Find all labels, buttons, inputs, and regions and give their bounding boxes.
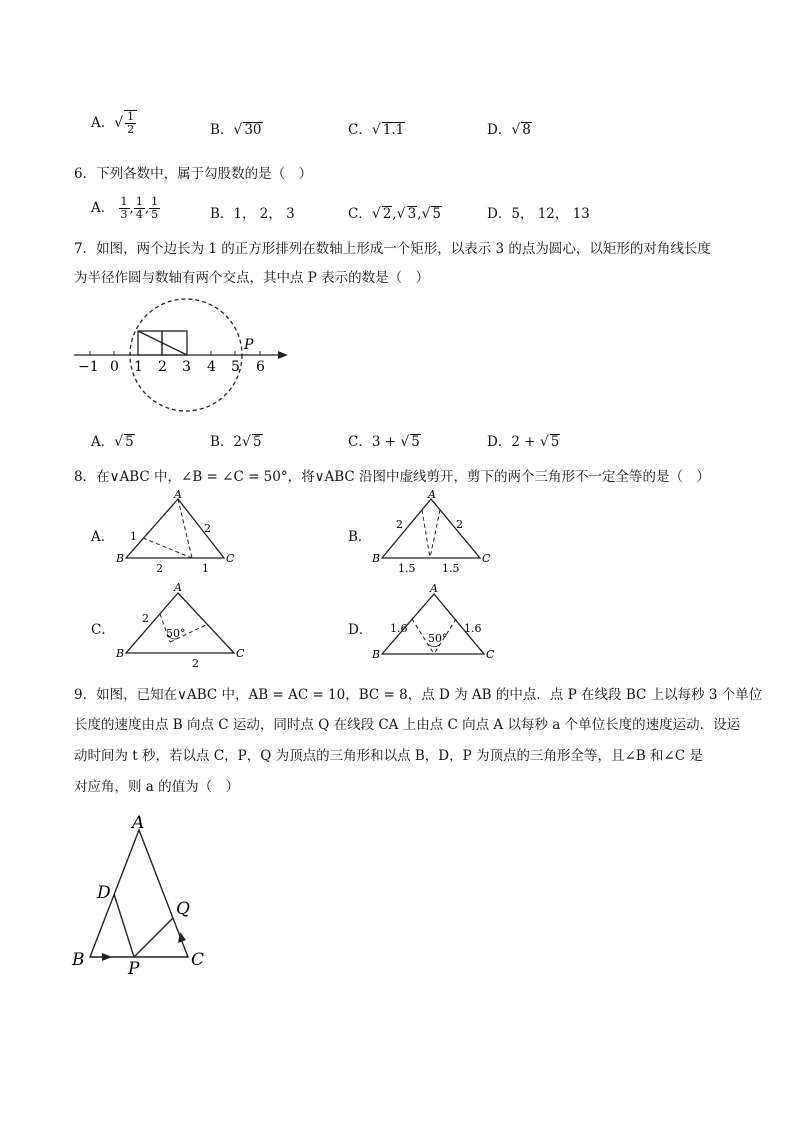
length-mark: 1.5: [442, 562, 460, 575]
radicand: 5: [550, 434, 560, 450]
q9-stem-line1: 9．如图，已知在∨ABC 中，AB = AC = 10，BC = 8，点 D 为 AB 的中点．点 P 在线段 BC 上以每秒 3 个单位: [74, 687, 763, 703]
fraction-denominator: 3: [120, 208, 128, 221]
length-mark: 2: [156, 562, 163, 575]
q8-triangle-a: [112, 488, 242, 576]
q8-stem: 8．在∨ABC 中，∠B = ∠C = 50°，将∨ABC 沿图中虚线剪开，剪下的两个三角形不一定全等的是（ ）: [74, 469, 711, 485]
q7-option-a[interactable]: A．√ 5: [91, 434, 134, 450]
option-label: A．: [91, 529, 115, 545]
q7-number-line-figure: [70, 300, 300, 420]
option-label: D．: [487, 206, 512, 222]
vertex-label: A: [428, 488, 436, 501]
q5-option-d[interactable]: D．√ 8: [487, 122, 531, 138]
option-label: C．: [348, 122, 372, 138]
length-mark: 1.6: [464, 622, 482, 635]
option-label: C．: [348, 434, 372, 450]
length-mark: 1: [130, 530, 137, 543]
vertex-label: B: [116, 552, 125, 565]
vertex-label: C: [236, 647, 245, 660]
vertex-label: A: [174, 581, 182, 594]
unit-square-1: [138, 331, 162, 355]
coefficient: 2: [233, 434, 243, 450]
length-mark: 1: [202, 562, 209, 575]
tick-label: 1: [134, 359, 143, 375]
radicand: 30: [244, 122, 262, 138]
q8-option-a[interactable]: [91, 525, 114, 545]
vertex-label: P: [128, 959, 140, 979]
q6-option-b[interactable]: [210, 202, 295, 222]
vertex-label: Q: [176, 899, 190, 919]
option-prefix: 3 +: [371, 434, 401, 450]
option-label: B．: [210, 206, 234, 222]
segment-dp: [114, 894, 134, 957]
tick-label: 6: [256, 359, 265, 375]
point-p-label: P: [244, 337, 254, 353]
tick-label: 4: [207, 359, 216, 375]
length-mark: 2: [456, 518, 463, 531]
q6-option-c[interactable]: C．√ 2,√ 3,√ 5: [348, 206, 441, 222]
option-label: D．: [487, 122, 512, 138]
vertex-label: A: [174, 488, 182, 501]
length-mark: 2: [204, 522, 211, 535]
radicand: 5: [252, 434, 262, 450]
q8-triangle-c: [112, 580, 245, 670]
fraction-numerator: 1: [120, 195, 128, 208]
option-label: A．: [91, 200, 115, 216]
tick-label: 2: [158, 359, 167, 375]
fraction-denominator: 2: [127, 123, 135, 136]
vertex-label: A: [430, 582, 438, 595]
vertex-label: C: [486, 648, 495, 661]
vertex-label: D: [97, 883, 111, 903]
option-label: B．: [348, 529, 372, 545]
q7-option-c[interactable]: C．3 + √ 5: [348, 434, 420, 450]
q5-option-c[interactable]: C．√ 1.1: [348, 122, 405, 138]
tick-label: 0: [110, 359, 119, 375]
unit-square-2: [162, 331, 187, 355]
radicand: 5: [125, 434, 134, 450]
fraction-denominator: 4: [135, 208, 143, 221]
q5-option-a[interactable]: A．√ $\frac{1}{2}$: [91, 110, 137, 136]
vertex-label: B: [372, 552, 381, 565]
q6-option-d[interactable]: [487, 202, 590, 222]
q8-triangle-b: [368, 488, 498, 576]
q9-stem-line2: 长度的速度由点 B 向点 C 运动，同时点 Q 在线段 CA 上由点 C 向点 A 以每秒 a 个单位长度的速度运动．设运: [74, 717, 741, 733]
fraction-numerator: 1: [151, 195, 159, 208]
radicand: 3: [407, 206, 417, 222]
option-text: 5， 12， 13: [511, 206, 590, 222]
q8-triangle-d: [368, 582, 498, 672]
option-prefix: 2 +: [511, 434, 540, 450]
dashed-cut: [430, 510, 440, 558]
vertex-label: C: [226, 552, 235, 565]
vertex-label: A: [132, 813, 145, 833]
q9-stem-line4: 对应角，则 a 的值为（ ）: [74, 779, 240, 795]
radicand: 5: [432, 206, 441, 222]
tick-label: 5: [231, 359, 240, 375]
fraction-numerator: 1: [127, 110, 135, 123]
option-label: A．: [91, 434, 115, 450]
angle-mark: 50°: [166, 627, 186, 640]
tick-label: 3: [182, 359, 191, 375]
vertex-label: B: [372, 648, 381, 661]
q7-option-b[interactable]: B．2√ 5: [210, 434, 262, 450]
q9-stem-line3: 动时间为 t 秒，若以点 C，P，Q 为顶点的三角形和以点 B，D，P 为顶点的三角形全等，且∠B 和∠C 是: [74, 748, 703, 764]
radicand: 2: [382, 206, 392, 222]
angle-mark: 50°: [428, 632, 448, 645]
arrow-bc-icon: [102, 953, 112, 961]
q6-stem: 6．下列各数中，属于勾股数的是（ ）: [74, 166, 313, 182]
axis-arrow-icon: [278, 351, 288, 359]
q7-stem-line2: 为半径作圆与数轴有两个交点，其中点 P 表示的数是（ ）: [74, 270, 430, 286]
length-mark: 2: [142, 612, 149, 625]
q5-option-b[interactable]: B．√ 30: [210, 122, 262, 138]
option-label: A．: [91, 115, 115, 131]
q7-stem-line1: 7．如图，两个边长为 1 的正方形排列在数轴上形成一个矩形，以表示 3 的点为圆心，以矩形的对角线长度: [74, 241, 711, 257]
length-mark: 1.5: [398, 562, 416, 575]
option-label: D．: [487, 434, 512, 450]
q9-triangle-figure: [68, 810, 218, 980]
length-mark: 2: [192, 657, 199, 670]
option-label: C．: [91, 622, 115, 638]
option-label: B．: [210, 434, 234, 450]
length-mark: 2: [396, 518, 403, 531]
segment-pq: [134, 918, 173, 957]
tick-label: −1: [78, 359, 99, 375]
radicand: 8: [522, 122, 531, 138]
length-mark: 1.6: [390, 622, 408, 635]
fraction-numerator: 1: [135, 195, 143, 208]
q6-option-a[interactable]: A． $\frac{1}{3}$ , $\frac{1}{4}$ , $\frac{1}{5}$: [91, 195, 159, 221]
vertex-label: B: [72, 950, 85, 970]
q7-option-d[interactable]: D．2 + √ 5: [487, 434, 560, 450]
option-label: D．: [348, 622, 373, 638]
fraction-denominator: 5: [151, 208, 159, 221]
vertex-label: C: [482, 552, 491, 565]
option-label: B．: [210, 122, 234, 138]
dashed-cut: [422, 510, 430, 558]
vertex-label: B: [116, 647, 125, 660]
radicand: 1.1: [382, 122, 405, 138]
option-text: 1， 2， 3: [233, 206, 295, 222]
vertex-label: C: [191, 950, 205, 970]
radicand: 5: [411, 434, 420, 450]
option-label: C．: [348, 206, 372, 222]
dashed-cut: [143, 538, 192, 558]
